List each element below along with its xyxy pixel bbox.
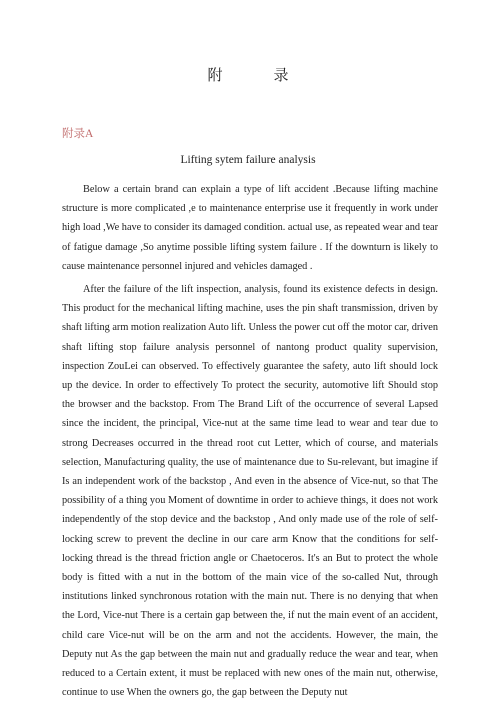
appendix-label: 附录A [62,128,94,140]
document-title: Lifting sytem failure analysis [180,154,316,166]
paragraph-1: Below a certain brand can explain a type of lift accident .Because lifting machine structure is more complicated ,e to maintenance enterprise use it frequently in work under high load ,We have to consider its damaged condition. actual use, as repeated wear and tear of fatigue damage ,So anytime possible lifting system failure . If the downturn is likely to cause maintenance personnel injured and vehicles damaged . [62,184,439,272]
body-text [62,180,438,706]
appendix-heading: 附 录 [207,68,307,84]
paragraph-2: After the failure of the lift inspection, analysis, found its existence defects in design. This product for the mechanical lifting machine, uses the pin shaft transmission, driven by shaft lifting arm motion realization Auto lift. Unless the power cut off the motor car, driven shaft lifting stop failure analysis personnel of nantong product quality supervision, inspection ZouLei can observed. To effectively guarantee the safety, auto lift should lock up the device. In order to effectively To protect the security, automotive lift Should stop the browser and the backstop. From The Brand Lift of the occurrence of several Lapsed since the incident, the principal, Vice-nut at the same time lead to wear and tear due to strong Decreases occurred in the thread root cut Letter, which of course, and materials selection, Manufacturing quality, the use of maintenance due to Su-relevant, but imagine if Is an independent work of the backstop , And even in the absence of Vice-nut, so that The possibility of a thing you Moment of downtime in order to achieve things, it does not work independently of the stop device and the backstop , And only made use of the role of self-locking screw to prevent the decline in our care arm Know that the conditions for self-locking thread is the thread friction angle or Chaetoceros. It's an But to protect the whole body is fitted with a nut in the bottom of the main vice of the so-called Nut, through institutions linked synchronous rotation with the main nut. There is no denying that when the Lord, Vice-nut There is a certain gap between the, if nut the main event of an accident, child care Vice-nut will be on the arm and not the accidents. However, the main, the Deputy nut As the gap between the main nut and gradually reduce the wear and tear, when reduced to a Certain extent, it must be replaced with new ones of the main nut, otherwise, continue to use When the owners go, the gap between the Deputy nut [62,284,438,699]
